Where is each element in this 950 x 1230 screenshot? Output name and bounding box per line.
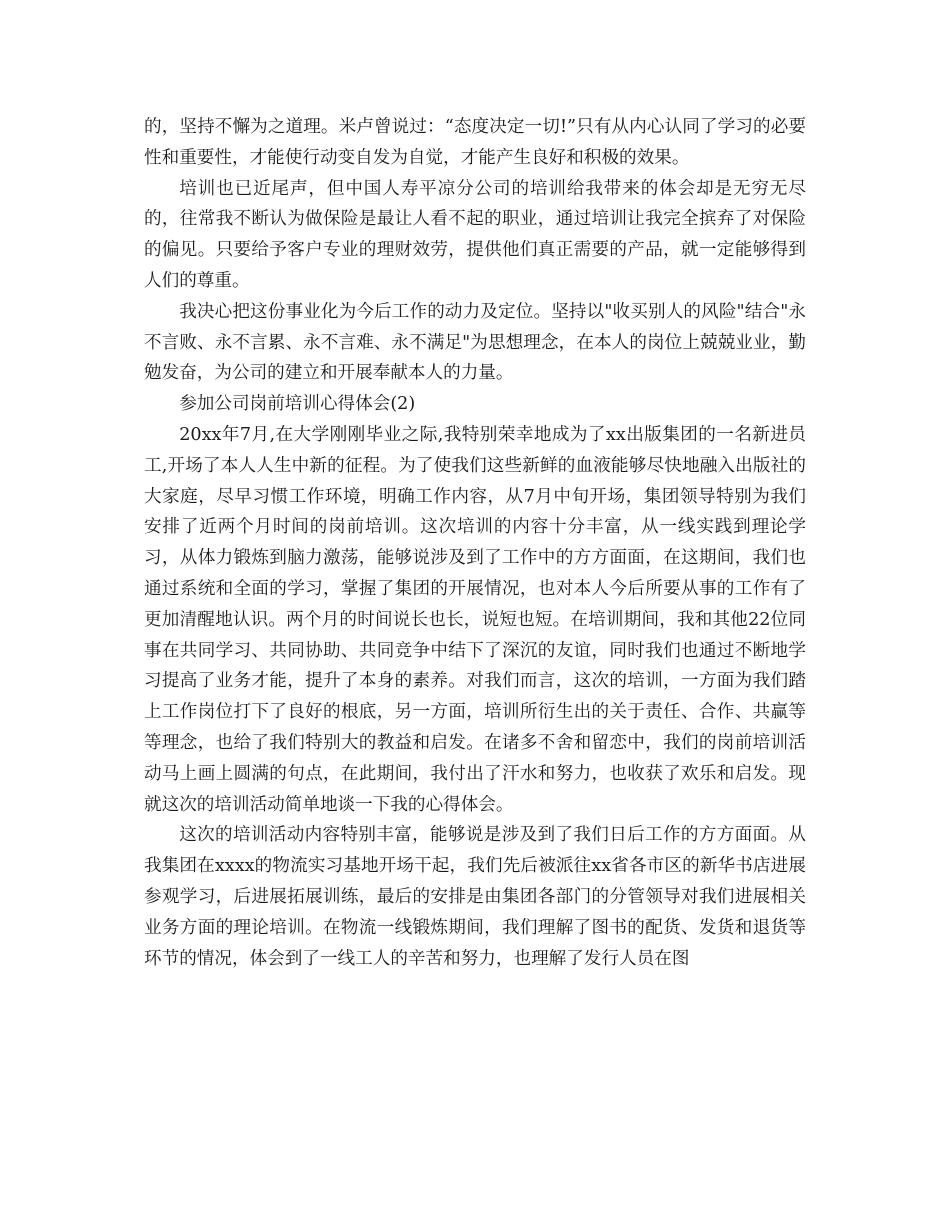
paragraph-5: 这次的培训活动内容特别丰富，能够说是涉及到了我们日后工作的方方面面。从我集团在xxxx的物流实习基地开场干起，我们先后被派往xx省各市区的新华书店进展参观学习，后进展拓展训练，最后的安排是由集团各部门的分管领导对我们进展相关业务方面的理论培训。在物流一线锻炼期间，我们理解了图书的配货、发货和退货等环节的情况，体会到了一线工人的辛苦和努力，也理解了发行人员在图 [144, 825, 806, 969]
paragraph-3: 我决心把这份事业化为今后工作的动力及定位。坚持以"收买别人的风险"结合"永不言败、永不言累、永不言难、永不满足"为思想理念，在本人的岗位上兢兢业业，勤勉发奋，为公司的建立和开展奉献本人的力量。 [144, 301, 806, 384]
document-body [144, 112, 806, 974]
paragraph-4: 20xx年7月,在大学刚刚毕业之际,我特别荣幸地成为了xx出版集团的一名新进员工,开场了本人人生中新的征程。为了使我们这些新鲜的血液能够尽快地融入出版社的大家庭，尽早习惯工作环境，明确工作内容，从7月中旬开场，集团领导特别为我们安排了近两个月时间的岗前培训。这次培训的内容十分丰富，从一线实践到理论学习，从体力锻炼到脑力激荡，能够说涉及到了工作中的方方面面，在这期间，我们也通过系统和全面的学习，掌握了集团的开展情况，也对本人今后所要从事的工作有了更加清醒地认识。两个月的时间说长也长，说短也短。在培训期间，我和其他22位同事在共同学习、共同协助、共同竞争中结下了深沉的友谊，同时我们也通过不断地学习提高了业务才能，提升了本身的素养。对我们而言，这次的培训，一方面为我们踏上工作岗位打下了良好的根底，另一方面，培训所衍生出的关于责任、合作、共赢等等理念，也给了我们特别大的教益和启发。在诸多不舍和留恋中，我们的岗前培训活动马上画上圆满的句点，在此期间，我付出了汗水和努力，也收获了欢乐和启发。现就这次的培训活动简单地谈一下我的心得体会。 [144, 424, 806, 815]
section-heading: 参加公司岗前培训心得体会(2) [179, 394, 416, 415]
paragraph-1: 的，坚持不懈为之道理。米卢曾说过：“态度决定一切!”只有从内心认同了学习的必要性和重要性，才能使行动变自发为自觉，才能产生良好和积极的效果。 [144, 117, 806, 168]
paragraph-2: 培训也已近尾声，但中国人寿平凉分公司的培训给我带来的体会却是无穷无尽的，往常我不断认为做保险是最让人看不起的职业，通过培训让我完全摈弃了对保险的偏见。只要给予客户专业的理财效劳，提供他们真正需要的产品，就一定能够得到人们的尊重。 [144, 178, 806, 291]
